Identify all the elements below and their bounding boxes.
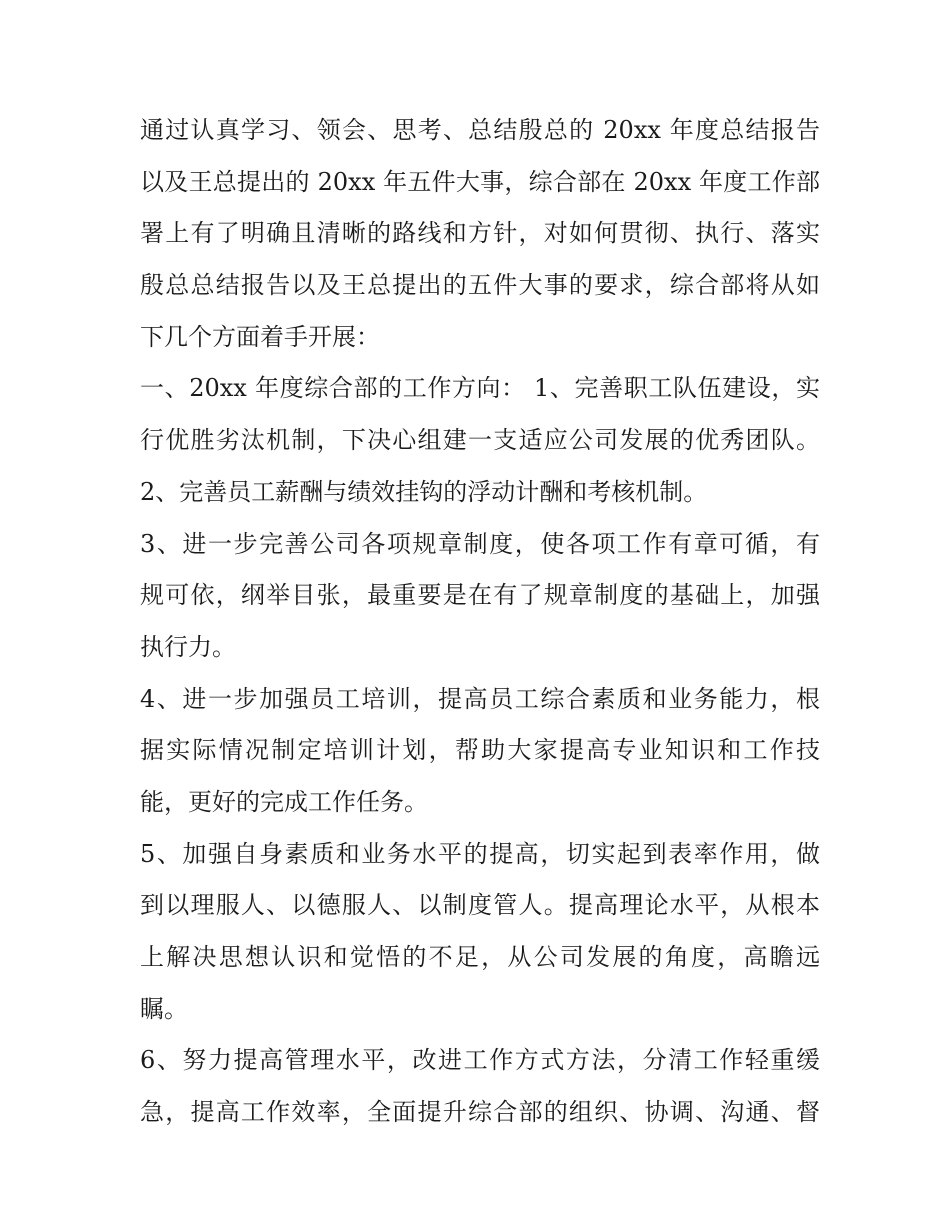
text-line: 能，更好的完成工作任务。 [140, 787, 428, 816]
text-line: 上解决思想认识和觉悟的不足，从公司发展的角度，高瞻远 [140, 943, 820, 971]
text-line: 通过认真学习、领会、思考、总结殷总的 20xx 年度总结报告 [140, 116, 820, 144]
text-line: 行优胜劣汰机制，下决心组建一支适应公司发展的优秀团队。 [140, 426, 820, 455]
text-line: 一、20xx 年度综合部的工作方向： 1、完善职工队伍建设，实 [140, 374, 820, 403]
text-line: 下几个方面着手开展： [140, 322, 380, 351]
text-line: 到以理服人、以德服人、以制度管人。提高理论水平，从根本 [140, 891, 820, 920]
text-line: 据实际情况制定培训计划，帮助大家提高专业知识和工作技 [140, 736, 820, 765]
text-line: 5、加强自身素质和业务水平的提高，切实起到表率作用，做 [140, 839, 820, 868]
text-line: 瞩。 [140, 994, 188, 1023]
document-body [140, 105, 820, 1139]
text-line: 6、努力提高管理水平，改进工作方式方法，分清工作轻重缓 [140, 1046, 820, 1075]
text-line: 执行力。 [140, 632, 236, 661]
text-line: 署上有了明确且清晰的路线和方针，对如何贯彻、执行、落实 [140, 219, 820, 248]
text-line: 4、进一步加强员工培训，提高员工综合素质和业务能力，根 [140, 684, 820, 713]
text-line: 3、进一步完善公司各项规章制度，使各项工作有章可循，有 [140, 529, 820, 558]
text-line: 规可依，纲举目张，最重要是在有了规章制度的基础上，加强 [140, 581, 820, 610]
text-line: 以及王总提出的 20xx 年五件大事，综合部在 20xx 年度工作部 [140, 167, 820, 196]
text-line: 殷总总结报告以及王总提出的五件大事的要求，综合部将从如 [140, 271, 820, 300]
text-line: 2、完善员工薪酬与绩效挂钩的浮动计酬和考核机制。 [140, 477, 708, 506]
text-line: 急，提高工作效率，全面提升综合部的组织、协调、沟通、督 [140, 1098, 820, 1127]
